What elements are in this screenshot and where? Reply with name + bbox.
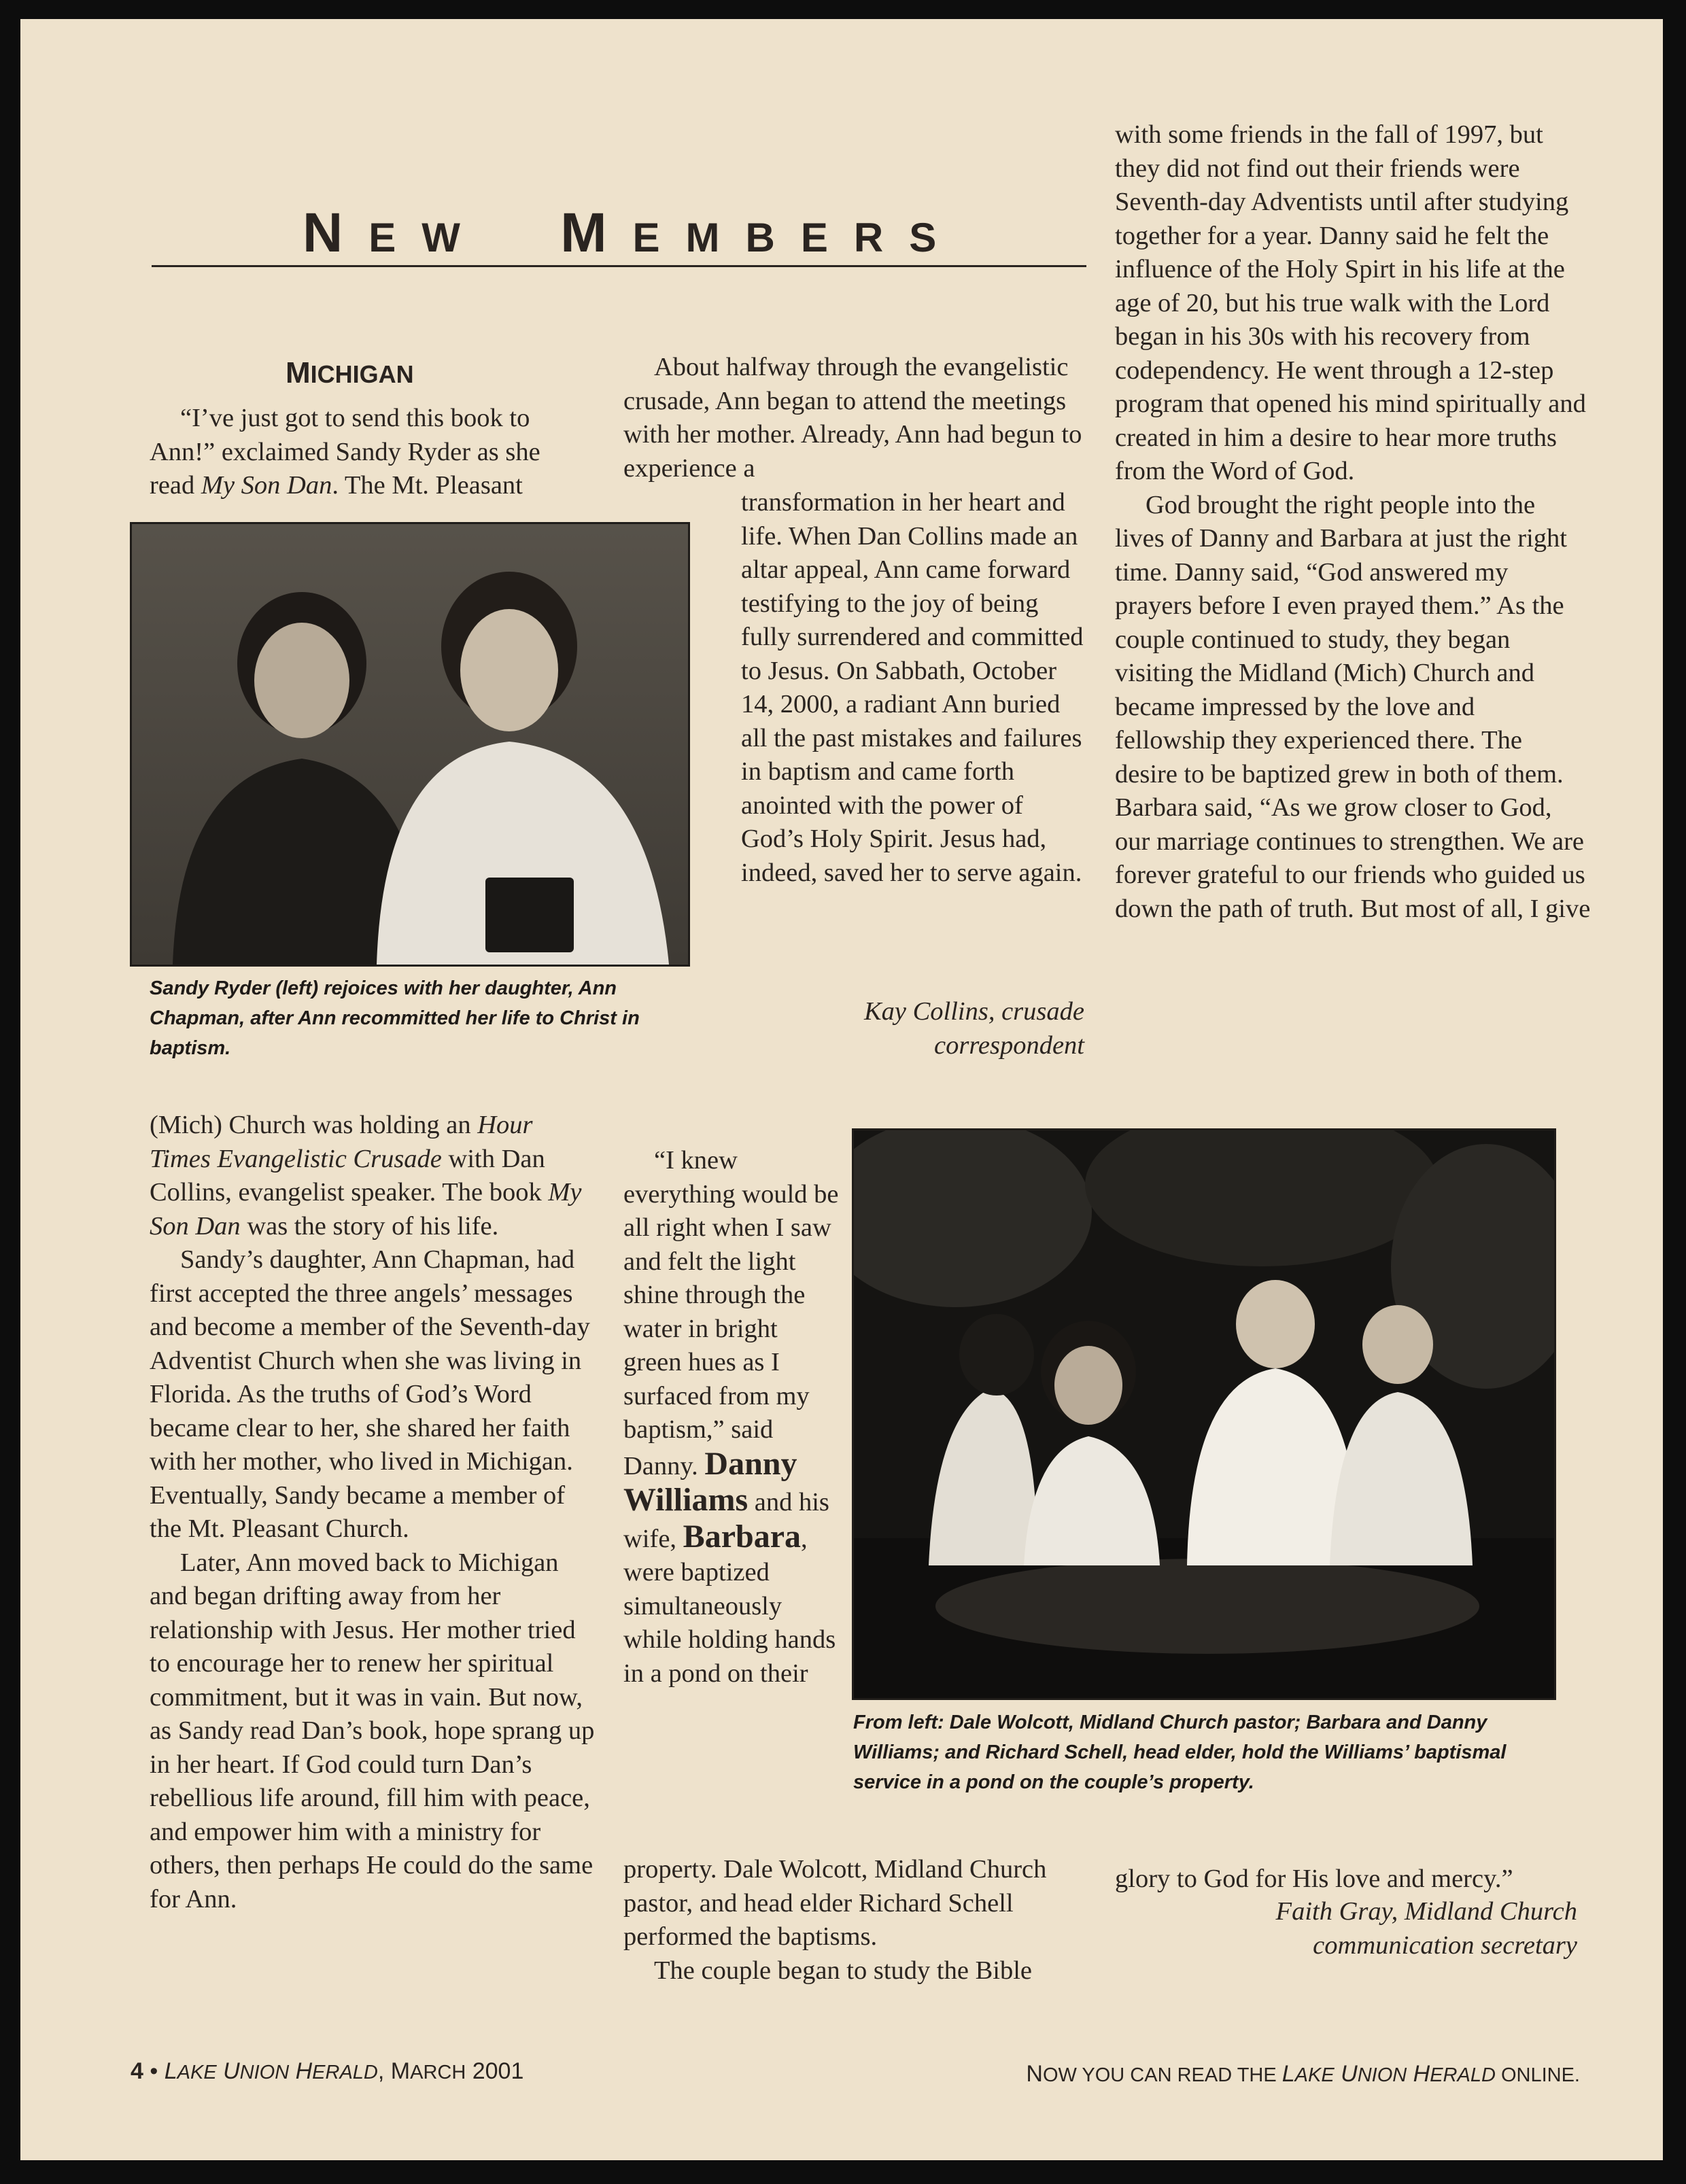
col2-bottom-wide-text: property. Dale Wolcott, Midland Church pastor, and head elder Richard Schell performed the baptisms. The couple began to study the Bible: [623, 1855, 1047, 1985]
col3-bottom-text: glory to God for His love and mercy.”: [1115, 1865, 1513, 1893]
col3-top-text: with some friends in the fall of 1997, but they did not find out their friends were Seventh-day Adventists until after studying together for a year. Danny said he felt the influence of the Holy Spirt in his life at the age of 20, but his true walk with the Lord began in his 30s with his recovery from codependency. He went through a 12-step program that opened his mind spiritually and created in him a desire to hear more truths from the Word of God. God brought the right people into the lives of Danny and Barbara at just the right time. Danny said, “God answered my prayers before I even prayed them.” As the couple continued to study, they began visiting the Midland (Mich) Church and became impressed by the love and fellowship they experienced there. The desire to be baptized grew in both of them. Barbara said, “As we grow closer to God, our marriage continues to strengthen. We are forever grateful to our friends who guided us down the path of truth. But most of all, I give: [1115, 120, 1591, 923]
photo-mother-daughter: [130, 522, 690, 967]
col1-top-text: “I’ve just got to send this book to Ann!” exclaimed Sandy Ryder as she read My Son Dan. The Mt. Pleasant: [150, 404, 540, 500]
col1-bottom-text: (Mich) Church was holding an Hour Times Evangelistic Crusade with Dan Collins, evangelist speaker. The book My Son Dan was the story of his life. Sandy’s daughter, Ann Chapman, had first accepted the three angels’ messages and become a member of the Seventh-day Adventist Church when she was living in Florida. As the truths of God’s Word became clear to her, she shared her faith with her mother, who lived in Michigan. Eventually, Sandy became a member of the Mt. Pleasant Church. Later, Ann moved back to Michigan and began drifting away from her relationship with Jesus. Her mother tried to encourage her to renew her spiritual commitment, but it was in vain. But now, as Sandy read Dan’s book, hope sprang up in her heart. If God could turn Dan’s rebellious life around, fill him with peace, and empower him with a ministry for others, then perhaps He could do the same for Ann.: [150, 1111, 595, 1913]
state-heading: MICHIGAN: [286, 356, 414, 389]
footer-right: NOW YOU CAN READ THE LAKE UNION HERALD ONLINE.: [1026, 2061, 1580, 2087]
photo-caption-1: Sandy Ryder (left) rejoices with her daughter, Ann Chapman, after Ann recommitted her life to Christ in baptism.: [150, 977, 640, 1059]
title-rule: [152, 265, 1086, 267]
col2-top-wide-text: About halfway through the evangelistic crusade, Ann began to attend the meetings with her mother. Already, Ann had begun to experience a: [623, 353, 1082, 483]
signature-faith-gray: Faith Gray, Midland Church communication secretary: [1275, 1897, 1577, 1960]
col2-top-narrow-text: transformation in her heart and life. When Dan Collins made an altar appeal, Ann came forward testifying to the joy of being fully surrendered and committed to Jesus. On Sabbath, October 14, 2000, a radiant Ann buried all the past mistakes and failures in baptism and came forth anointed with the power of God’s Holy Spirit. Jesus had, indeed, saved her to serve again.: [741, 488, 1084, 887]
signature-kay-collins: Kay Collins, crusade correspondent: [863, 997, 1084, 1060]
photo-caption-2: From left: Dale Wolcott, Midland Church pastor; Barbara and Danny Williams; and Richard Schell, head elder, hold the Williams’ baptismal service in a pond on the couple’s property.: [853, 1712, 1507, 1793]
footer-left: 4 • LAKE UNION HERALD, MARCH 2001: [131, 2058, 524, 2084]
col2-bottom-narrow-text: “I knew everything would be all right when I saw and felt the light shine through the water in bright green hues as I surfaced from my baptism,” said Danny. Danny Williams and his wife, Barbara, were baptized simultaneously while holding hands in a pond on their: [623, 1146, 839, 1688]
page: [20, 19, 1663, 2160]
photo-baptism: [852, 1128, 1556, 1700]
section-title: NEW MEMBERS: [303, 202, 963, 264]
